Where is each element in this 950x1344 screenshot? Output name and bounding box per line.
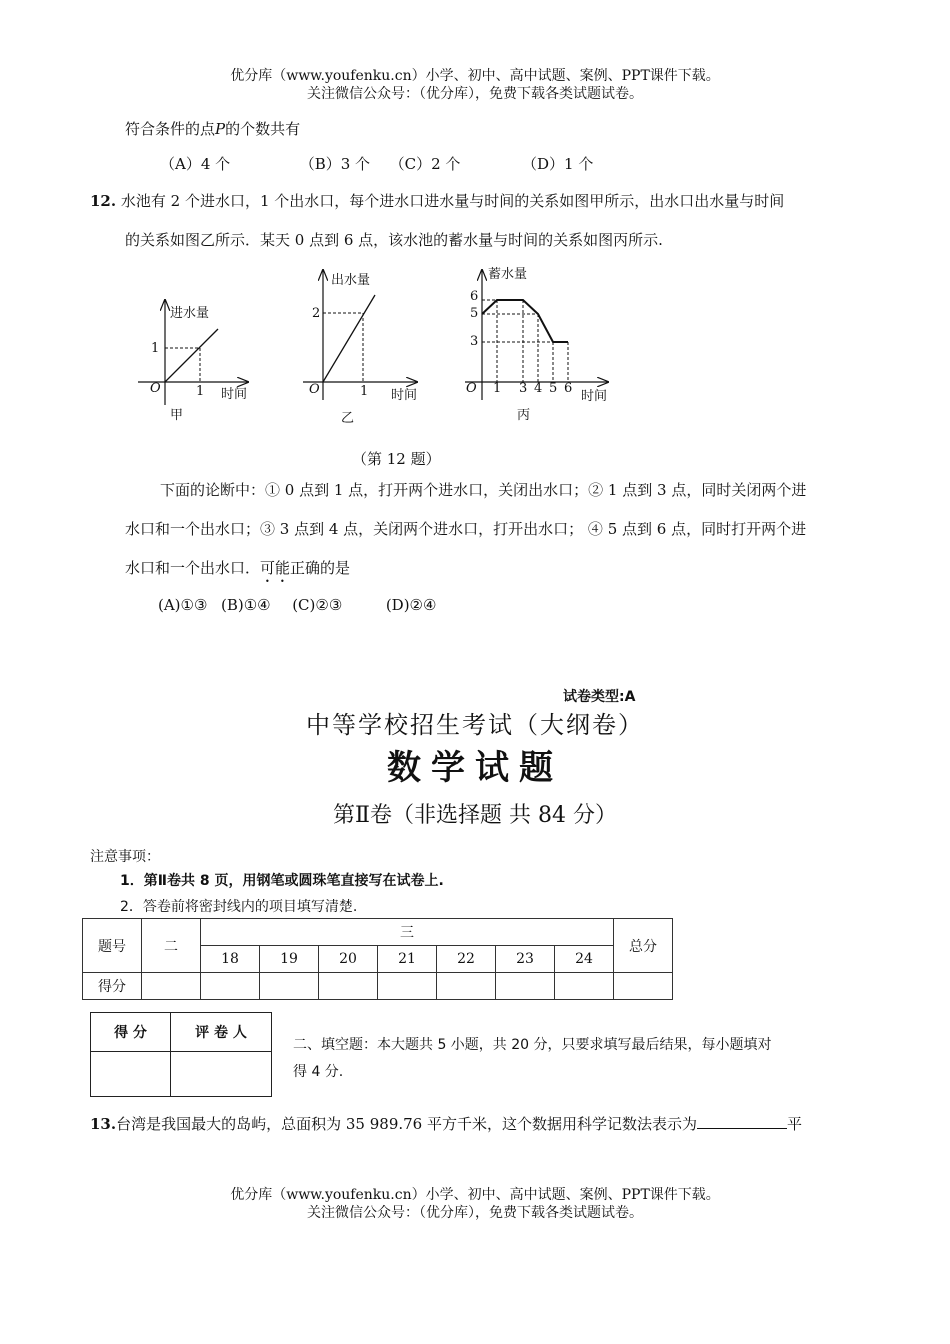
score-table <box>82 918 673 1000</box>
grader-name-label: 评 卷 人 <box>171 1013 272 1052</box>
q12-number: 12. <box>90 192 117 210</box>
q13-line <box>90 1113 860 1134</box>
q12-para-3-prefix: 水口和一个出水口． <box>125 559 261 577</box>
yi-line <box>323 295 375 382</box>
yi-ylabel: 出水量 <box>331 273 371 288</box>
jia-line <box>165 329 218 382</box>
q11-option-a: （A）4 个 <box>160 155 231 173</box>
exam-title: 中等学校招生考试（大纲卷） <box>306 711 644 739</box>
q11-option-b: （B）3 个 <box>299 155 371 173</box>
score-cell[interactable] <box>142 973 201 1000</box>
yi-xtick-1: 1 <box>360 384 369 399</box>
q12-para-3 <box>125 557 860 586</box>
q11-stem-suffix: 的个数共有 <box>225 120 301 138</box>
q13-suffix: 平 <box>787 1115 803 1133</box>
score-table-q21: 21 <box>378 946 437 973</box>
bing-ytick-3: 3 <box>470 334 479 349</box>
bing-caption: 丙 <box>517 408 531 423</box>
jia-xlabel: 时间 <box>221 387 248 402</box>
q11-stem-prefix: 符合条件的点 <box>125 120 216 138</box>
q12-para-1: 下面的论断中：① 0 点到 1 点，打开两个进水口，关闭出水口；② 1 点到 3 点，同时关闭两个进 <box>160 481 807 499</box>
yi-origin: O <box>309 382 320 397</box>
q12-option-a: (A)①③ <box>158 596 208 614</box>
yi-ytick-2: 2 <box>312 306 321 321</box>
q12-option-d: (D)②④ <box>385 596 437 614</box>
q11-stem-var: P <box>215 120 226 138</box>
grader-name-cell[interactable] <box>171 1052 272 1097</box>
grader-box <box>90 1012 272 1097</box>
score-table-q20: 20 <box>319 946 378 973</box>
jia-origin: O <box>150 381 161 396</box>
q12-text-1: 水池有 2 个进水口，1 个出水口，每个进水口进水量与时间的关系如图甲所示，出水口出水量与时间 <box>120 192 785 210</box>
notice-title: 注意事项： <box>90 849 160 865</box>
grader-score-label: 得 分 <box>91 1013 171 1052</box>
score-cell[interactable] <box>555 973 614 1000</box>
bing-ytick-6: 6 <box>470 289 479 304</box>
score-cell[interactable] <box>614 973 673 1000</box>
footer-line-2: 关注微信公众号：（优分库），免费下载各类试题试卷。 <box>307 1205 643 1221</box>
footer-line-1: 优分库（www.youfenku.cn）小学、初中、高中试题、案例、PPT课件下载。 <box>230 1187 720 1203</box>
q13-answer-blank[interactable] <box>697 1114 787 1129</box>
score-table-q22: 22 <box>437 946 496 973</box>
score-table-total: 总分 <box>614 919 673 973</box>
q12-line-2: 的关系如图乙所示．某天 0 点到 6 点，该水池的蓄水量与时间的关系如图丙所示. <box>125 231 663 249</box>
bing-xlabel: 时间 <box>581 389 608 404</box>
score-cell[interactable] <box>260 973 319 1000</box>
q12-para-3-emph: 可能 <box>260 559 291 577</box>
exam-type: 试卷类型:A <box>563 689 636 705</box>
graph-bing <box>460 262 620 430</box>
bing-xtick-6: 6 <box>564 381 573 396</box>
notice-2: 2．答卷前将密封线内的项目填写清楚. <box>120 899 358 915</box>
score-table-q18: 18 <box>201 946 260 973</box>
score-table-section-2: 二 <box>142 919 201 973</box>
jia-ytick-1: 1 <box>151 341 160 356</box>
q11-stem <box>125 118 860 139</box>
section2-line-2: 得 4 分. <box>293 1064 344 1080</box>
section2-line-1: 二、填空题：本大题共 5 小题，共 20 分，只要求填写最后结果，每小题填对 <box>293 1037 772 1053</box>
bing-line <box>482 300 568 342</box>
graph-jia <box>130 295 260 430</box>
header-line-2: 关注微信公众号：（优分库），免费下载各类试题试卷。 <box>307 86 643 102</box>
bing-xtick-5: 5 <box>549 381 558 396</box>
exam-subject: 数学试题 <box>387 748 563 788</box>
jia-ylabel: 进水量 <box>170 306 210 321</box>
bing-ylabel: 蓄水量 <box>488 267 528 282</box>
q13-number: 13. <box>90 1115 117 1133</box>
exam-volume: 第Ⅱ卷（非选择题 共 84 分） <box>333 803 617 828</box>
score-table-label-qnum: 题号 <box>83 919 142 973</box>
q12-option-b: (B)①④ <box>221 596 271 614</box>
score-table-section-3: 三 <box>201 919 614 946</box>
bing-ytick-5: 5 <box>470 306 479 321</box>
q11-option-c: （C）2 个 <box>389 155 461 173</box>
yi-caption: 乙 <box>341 411 355 426</box>
bing-origin: O <box>466 381 477 396</box>
graph-yi <box>295 265 435 430</box>
score-table-q24: 24 <box>555 946 614 973</box>
jia-caption: 甲 <box>170 408 184 423</box>
score-cell[interactable] <box>319 973 378 1000</box>
grader-score-cell[interactable] <box>91 1052 171 1097</box>
yi-xlabel: 时间 <box>391 388 418 403</box>
q12-options <box>158 596 436 614</box>
q12-figure-caption: （第 12 题） <box>352 450 441 468</box>
q11-option-d: （D）1 个 <box>521 155 594 173</box>
jia-xtick-1: 1 <box>196 384 205 399</box>
bing-xtick-3: 3 <box>519 381 528 396</box>
score-cell[interactable] <box>437 973 496 1000</box>
q13-text: 台湾是我国最大的岛屿，总面积为 35 989.76 平方千米，这个数据用科学记数法表示为 <box>116 1115 697 1133</box>
score-cell[interactable] <box>378 973 437 1000</box>
notice-1: 1．第Ⅱ卷共 8 页，用钢笔或圆珠笔直接写在试卷上. <box>120 873 444 889</box>
q12-para-2: 水口和一个出水口；③ 3 点到 4 点，关闭两个进水口，打开出水口； ④ 5 点到 6 点，同时打开两个进 <box>125 520 807 538</box>
bing-xtick-1: 1 <box>493 381 502 396</box>
q12-para-3-suffix: 正确的是 <box>290 559 351 577</box>
score-cell[interactable] <box>201 973 260 1000</box>
bing-xtick-4: 4 <box>534 381 543 396</box>
score-table-q23: 23 <box>496 946 555 973</box>
score-table-label-score: 得分 <box>83 973 142 1000</box>
score-table-q19: 19 <box>260 946 319 973</box>
q12-option-c: (C)②③ <box>292 596 343 614</box>
header-line-1: 优分库（www.youfenku.cn）小学、初中、高中试题、案例、PPT课件下载。 <box>230 68 720 84</box>
q11-options <box>160 153 593 174</box>
score-cell[interactable] <box>496 973 555 1000</box>
q12-line-1 <box>90 190 860 211</box>
